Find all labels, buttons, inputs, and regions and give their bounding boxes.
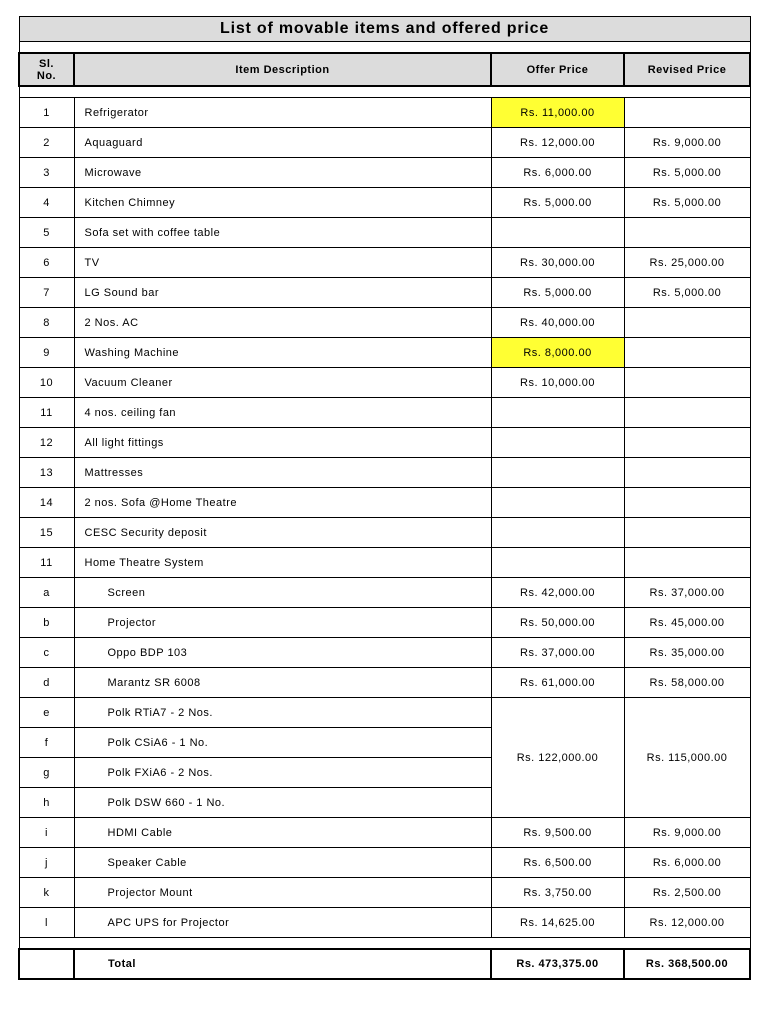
row-description: APC UPS for Projector: [74, 908, 491, 938]
row-sl: 1: [19, 98, 74, 128]
row-offer-price: Rs. 5,000.00: [491, 188, 624, 218]
row-sl: 14: [19, 488, 74, 518]
row-sl: i: [19, 818, 74, 848]
table-row: [19, 458, 750, 488]
total-offer-price: Rs. 473,375.00: [491, 949, 624, 979]
row-description: 2 nos. Sofa @Home Theatre: [74, 488, 491, 518]
row-offer-price: Rs. 50,000.00: [491, 608, 624, 638]
row-sl: f: [19, 728, 74, 758]
row-description: Washing Machine: [74, 338, 491, 368]
row-description: Mattresses: [74, 458, 491, 488]
row-sl: a: [19, 578, 74, 608]
row-description: 2 Nos. AC: [74, 308, 491, 338]
row-offer-price: Rs. 6,500.00: [491, 848, 624, 878]
row-description: 4 nos. ceiling fan: [74, 398, 491, 428]
row-offer-price: Rs. 37,000.00: [491, 638, 624, 668]
row-revised-price: [624, 398, 750, 428]
row-offer-price: Rs. 5,000.00: [491, 278, 624, 308]
row-sl: g: [19, 758, 74, 788]
row-description: Microwave: [74, 158, 491, 188]
table-row: [19, 878, 750, 908]
row-description: LG Sound bar: [74, 278, 491, 308]
row-sl: 11: [19, 398, 74, 428]
price-table: [18, 16, 751, 980]
row-revised-price: [624, 488, 750, 518]
table-row: [19, 98, 750, 128]
row-revised-price: [624, 218, 750, 248]
row-sl: j: [19, 848, 74, 878]
total-row: [19, 949, 750, 979]
row-description: All light fittings: [74, 428, 491, 458]
table-row: [19, 128, 750, 158]
row-revised-price: Rs. 5,000.00: [624, 158, 750, 188]
table-row: [19, 668, 750, 698]
table-title: List of movable items and offered price: [19, 17, 750, 42]
row-sl: 10: [19, 368, 74, 398]
row-revised-price: Rs. 5,000.00: [624, 278, 750, 308]
row-revised-price: Rs. 37,000.00: [624, 578, 750, 608]
row-sl: 2: [19, 128, 74, 158]
row-offer-price: Rs. 40,000.00: [491, 308, 624, 338]
row-description: Sofa set with coffee table: [74, 218, 491, 248]
table-row: [19, 308, 750, 338]
row-revised-price: Rs. 12,000.00: [624, 908, 750, 938]
row-offer-price: [491, 428, 624, 458]
row-revised-price: Rs. 25,000.00: [624, 248, 750, 278]
table-row: [19, 248, 750, 278]
row-revised-price: [624, 518, 750, 548]
row-offer-price: Rs. 10,000.00: [491, 368, 624, 398]
table-row: [19, 518, 750, 548]
row-offer-price: [491, 398, 624, 428]
row-offer-price: Rs. 3,750.00: [491, 878, 624, 908]
row-description: Refrigerator: [74, 98, 491, 128]
total-sl-empty: [19, 949, 74, 979]
row-revised-price: [624, 308, 750, 338]
row-description: CESC Security deposit: [74, 518, 491, 548]
row-revised-price: Rs. 115,000.00: [624, 698, 750, 818]
row-sl: 7: [19, 278, 74, 308]
table-row: [19, 608, 750, 638]
row-description: Polk RTiA7 - 2 Nos.: [74, 698, 491, 728]
header-sl-no: Sl. No.: [19, 53, 74, 86]
table-row: [19, 818, 750, 848]
row-description: Aquaguard: [74, 128, 491, 158]
price-list-sheet: [18, 16, 749, 980]
row-sl: d: [19, 668, 74, 698]
row-offer-price: [491, 548, 624, 578]
row-revised-price: [624, 368, 750, 398]
row-description: Speaker Cable: [74, 848, 491, 878]
row-revised-price: Rs. 6,000.00: [624, 848, 750, 878]
header-revised-price: Revised Price: [624, 53, 750, 86]
row-offer-price: Rs. 9,500.00: [491, 818, 624, 848]
row-revised-price: Rs. 9,000.00: [624, 818, 750, 848]
row-description: Home Theatre System: [74, 548, 491, 578]
table-row: [19, 908, 750, 938]
table-row: [19, 398, 750, 428]
row-revised-price: [624, 458, 750, 488]
row-offer-price: Rs. 6,000.00: [491, 158, 624, 188]
row-description: TV: [74, 248, 491, 278]
row-offer-price: Rs. 11,000.00: [491, 98, 624, 128]
table-row: [19, 188, 750, 218]
row-description: Vacuum Cleaner: [74, 368, 491, 398]
row-description: Polk CSiA6 - 1 No.: [74, 728, 491, 758]
table-row: [19, 368, 750, 398]
row-revised-price: Rs. 5,000.00: [624, 188, 750, 218]
table-row: [19, 428, 750, 458]
row-sl: 11: [19, 548, 74, 578]
row-sl: 8: [19, 308, 74, 338]
row-description: Projector: [74, 608, 491, 638]
row-revised-price: [624, 338, 750, 368]
row-revised-price: Rs. 2,500.00: [624, 878, 750, 908]
row-offer-price: [491, 488, 624, 518]
header-description: Item Description: [74, 53, 491, 86]
row-offer-price: Rs. 8,000.00: [491, 338, 624, 368]
table-row: [19, 218, 750, 248]
row-offer-price: Rs. 42,000.00: [491, 578, 624, 608]
spacer-row: [19, 938, 750, 950]
table-row: [19, 338, 750, 368]
row-sl: 9: [19, 338, 74, 368]
row-description: HDMI Cable: [74, 818, 491, 848]
table-row: [19, 638, 750, 668]
row-description: Marantz SR 6008: [74, 668, 491, 698]
row-revised-price: Rs. 45,000.00: [624, 608, 750, 638]
row-sl: 6: [19, 248, 74, 278]
row-revised-price: Rs. 35,000.00: [624, 638, 750, 668]
table-row: [19, 548, 750, 578]
row-sl: 3: [19, 158, 74, 188]
row-offer-price: [491, 458, 624, 488]
row-sl: 15: [19, 518, 74, 548]
table-row: [19, 278, 750, 308]
row-sl: e: [19, 698, 74, 728]
row-revised-price: [624, 548, 750, 578]
row-sl: b: [19, 608, 74, 638]
row-revised-price: Rs. 9,000.00: [624, 128, 750, 158]
row-sl: 5: [19, 218, 74, 248]
row-revised-price: [624, 428, 750, 458]
table-row: [19, 848, 750, 878]
total-label: Total: [74, 949, 491, 979]
row-sl: k: [19, 878, 74, 908]
row-offer-price: Rs. 14,625.00: [491, 908, 624, 938]
row-sl: 12: [19, 428, 74, 458]
row-offer-price: [491, 518, 624, 548]
row-sl: 4: [19, 188, 74, 218]
row-sl: l: [19, 908, 74, 938]
spacer-row: [19, 86, 750, 98]
row-offer-price: Rs. 12,000.00: [491, 128, 624, 158]
row-offer-price: Rs. 30,000.00: [491, 248, 624, 278]
row-description: Polk DSW 660 - 1 No.: [74, 788, 491, 818]
table-row: [19, 488, 750, 518]
row-description: Polk FXiA6 - 2 Nos.: [74, 758, 491, 788]
row-offer-price: Rs. 61,000.00: [491, 668, 624, 698]
row-description: Screen: [74, 578, 491, 608]
row-sl: 13: [19, 458, 74, 488]
spacer-row: [19, 42, 750, 54]
header-offer-price: Offer Price: [491, 53, 624, 86]
row-revised-price: [624, 98, 750, 128]
row-offer-price: [491, 218, 624, 248]
table-row: [19, 578, 750, 608]
row-description: Kitchen Chimney: [74, 188, 491, 218]
row-sl: c: [19, 638, 74, 668]
row-offer-price: Rs. 122,000.00: [491, 698, 624, 818]
row-sl: h: [19, 788, 74, 818]
table-row: [19, 698, 750, 728]
row-revised-price: Rs. 58,000.00: [624, 668, 750, 698]
row-description: Projector Mount: [74, 878, 491, 908]
total-revised-price: Rs. 368,500.00: [624, 949, 750, 979]
row-description: Oppo BDP 103: [74, 638, 491, 668]
table-row: [19, 158, 750, 188]
